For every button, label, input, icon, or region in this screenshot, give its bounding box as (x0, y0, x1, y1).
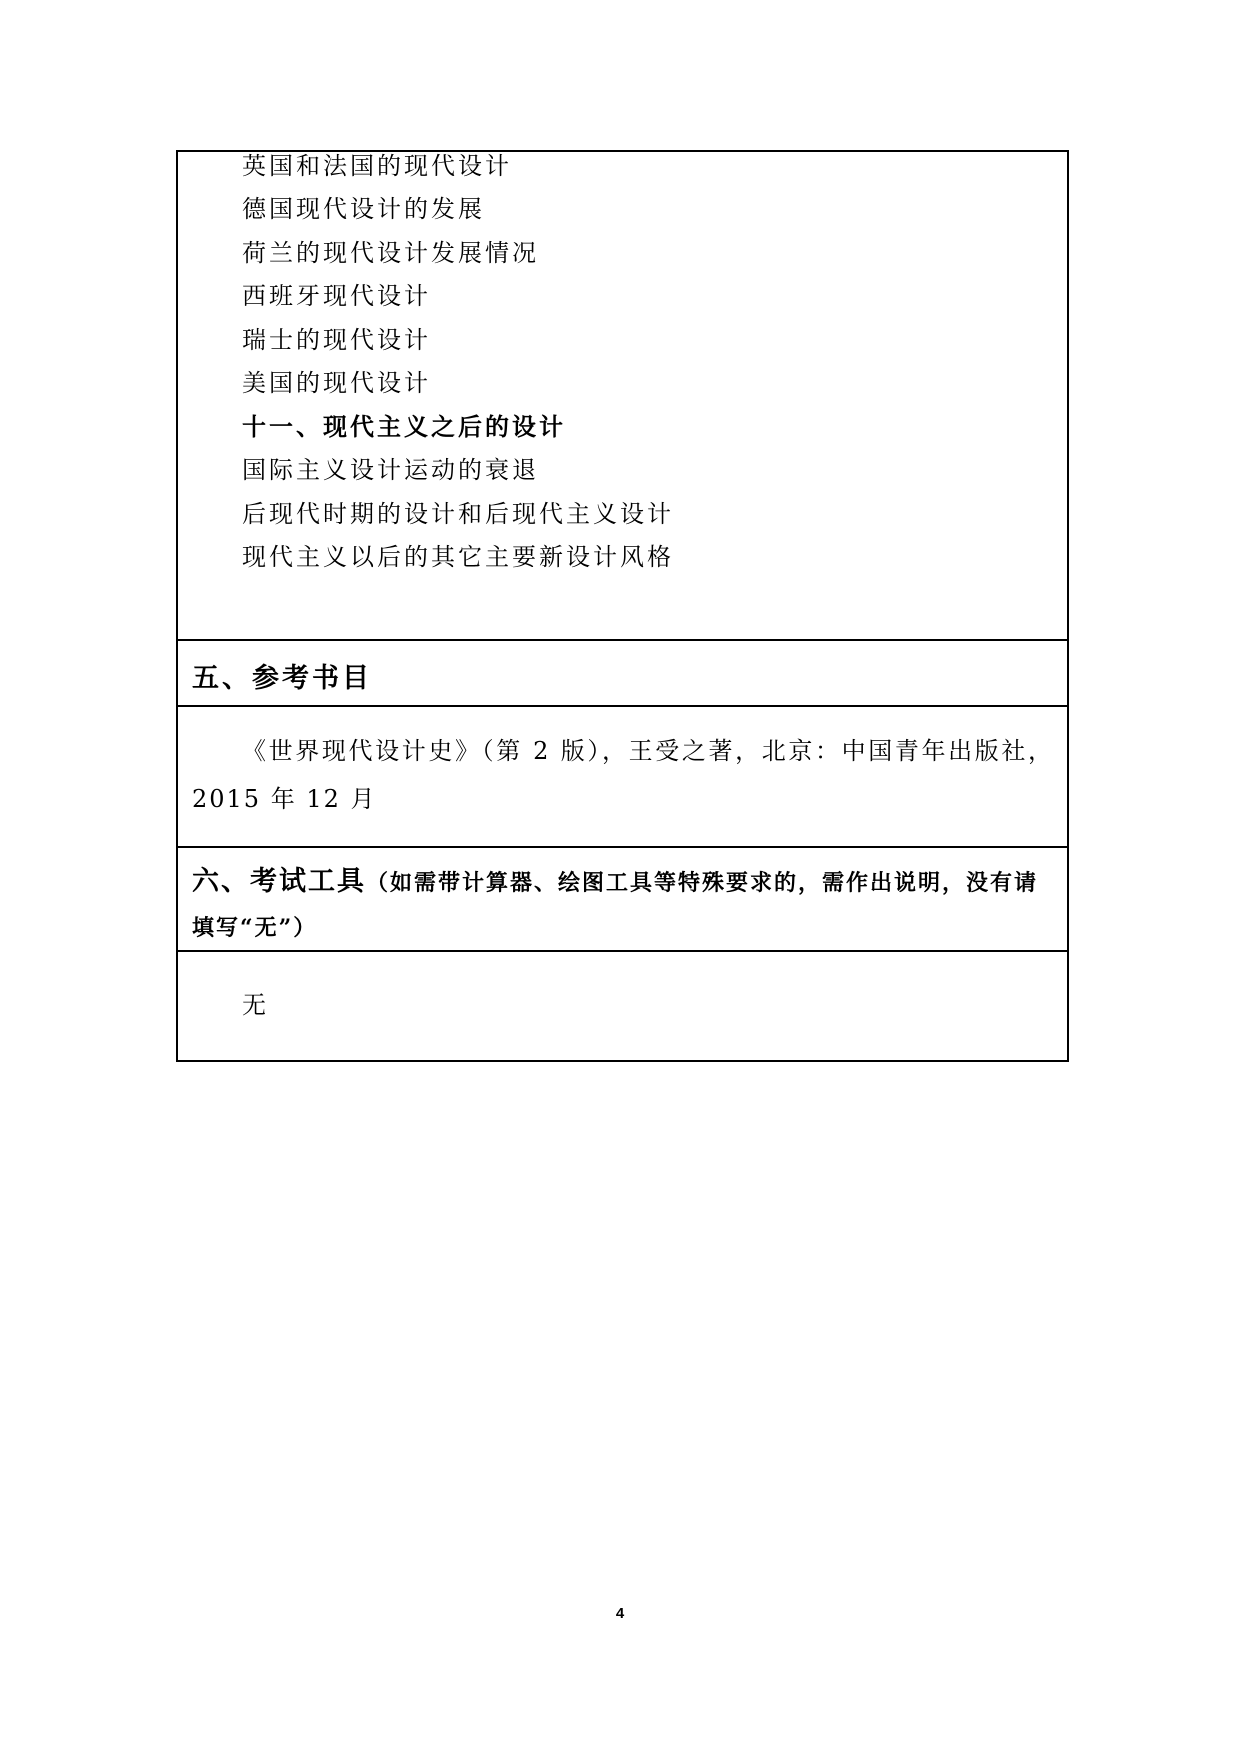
references-body-cell (178, 707, 1067, 848)
outline-item: 荷兰的现代设计发展情况 (242, 239, 539, 267)
exam-tools-heading (192, 860, 1056, 950)
exam-tools-title: 六、考试工具 (192, 866, 366, 897)
reference-entry: 《世界现代设计史》（第 2 版），王受之著，北京：中国青年出版社，2015 年 12 月 (192, 737, 1054, 813)
outline-item: 西班牙现代设计 (242, 282, 431, 310)
outline-item: 德国现代设计的发展 (242, 195, 485, 223)
outline-item: 国际主义设计运动的衰退 (242, 456, 539, 484)
page-number: 4 (615, 1605, 625, 1622)
outline-item: 现代主义以后的其它主要新设计风格 (242, 543, 674, 571)
syllabus-table (176, 150, 1069, 1062)
outline-chapter-heading: 十一、现代主义之后的设计 (242, 412, 566, 441)
outline-item: 瑞士的现代设计 (242, 326, 431, 354)
outline-item: 英国和法国的现代设计 (242, 152, 512, 180)
exam-tools-body-cell (178, 952, 1067, 1060)
references-heading: 五、参考书目 (192, 663, 372, 694)
exam-tools-heading-cell (178, 848, 1067, 952)
outline-cell (178, 152, 1067, 641)
outline-item: 美国的现代设计 (242, 369, 431, 397)
outline-item: 后现代时期的设计和后现代主义设计 (242, 500, 674, 528)
exam-tools-value: 无 (242, 991, 266, 1019)
references-heading-cell (178, 641, 1067, 707)
exam-tools-note: （如需带计算器、绘图工具等特殊要求的，需作出说明，没有请填写“无”） (192, 870, 1039, 941)
